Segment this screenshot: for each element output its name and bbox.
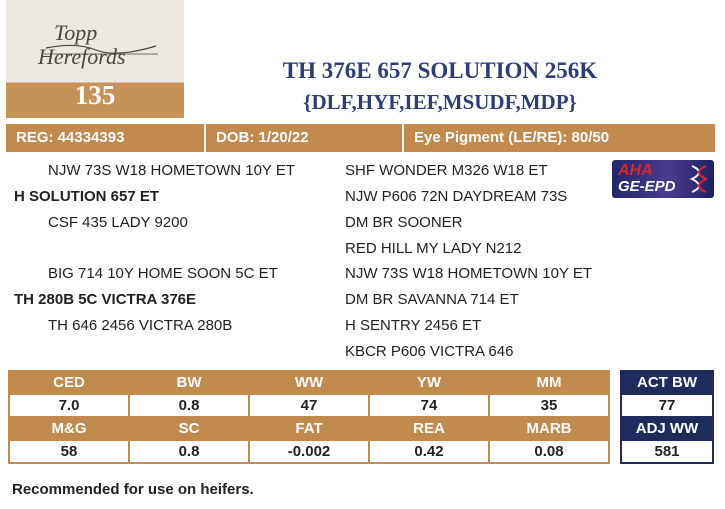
epd-header-mg: M&G — [9, 417, 129, 440]
pedigree-gen3-1: SHF WONDER M326 W18 ET — [345, 162, 548, 179]
badge-aha-text: AHA — [618, 162, 653, 179]
info-ribbon — [6, 124, 715, 152]
pedigree-gen3-5: NJW 73S W18 HOMETOWN 10Y ET — [345, 265, 592, 282]
pedigree-dam: TH 280B 5C VICTRA 376E — [14, 291, 197, 308]
pedigree-dam-dam: TH 646 2456 VICTRA 280B — [48, 317, 233, 334]
adj-ww-value: 581 — [621, 440, 713, 463]
epd-value-row-1 — [9, 394, 609, 417]
epd-header-mm: MM — [489, 371, 609, 394]
epd-header-rea: REA — [369, 417, 489, 440]
act-bw-value: 77 — [621, 394, 713, 417]
svg-text:Topp: Topp — [54, 20, 98, 45]
epd-value-sc: 0.8 — [129, 440, 249, 463]
genetic-codes: {DLF,HYF,IEF,MSUDF,MDP} — [303, 90, 577, 114]
lot-number: 135 — [74, 80, 116, 110]
svg-text:Herefords: Herefords — [38, 44, 126, 69]
epd-value-mm: 35 — [489, 394, 609, 417]
pedigree-gen3-2: NJW P606 72N DAYDREAM 73S — [345, 188, 568, 205]
epd-value-yw: 74 — [369, 394, 489, 417]
date-of-birth: DOB: 1/20/22 — [206, 124, 404, 152]
epd-header-ww: WW — [249, 371, 369, 394]
aha-ge-epd-badge — [612, 160, 714, 198]
epd-header-fat: FAT — [249, 417, 369, 440]
pedigree-dam-sire: BIG 714 10Y HOME SOON 5C ET — [48, 265, 278, 282]
topp-herefords-logo-script — [36, 14, 166, 74]
pedigree-gen3-4: RED HILL MY LADY N212 — [345, 240, 522, 257]
epd-header-bw: BW — [129, 371, 249, 394]
epd-header-ced: CED — [9, 371, 129, 394]
epd-table — [8, 370, 610, 464]
pedigree-gen3-3: DM BR SOONER — [345, 214, 463, 231]
epd-value-ced: 7.0 — [9, 394, 129, 417]
badge-ge-epd-text: GE-EPD — [618, 178, 676, 195]
registration-number: REG: 44334393 — [6, 124, 206, 152]
pedigree-gen3-7: H SENTRY 2456 ET — [345, 317, 482, 334]
weights-table — [620, 370, 714, 464]
epd-header-row-1 — [9, 371, 609, 394]
heifer-recommendation-note: Recommended for use on heifers. — [12, 481, 254, 498]
epd-value-rea: 0.42 — [369, 440, 489, 463]
epd-value-row-2 — [9, 440, 609, 463]
epd-value-ww: 47 — [249, 394, 369, 417]
epd-value-fat: -0.002 — [249, 440, 369, 463]
epd-value-bw: 0.8 — [129, 394, 249, 417]
pedigree-gen3-8: KBCR P606 VICTRA 646 — [345, 343, 514, 360]
pedigree-sire-sire: NJW 73S W18 HOMETOWN 10Y ET — [48, 162, 295, 179]
pedigree-gen3-6: DM BR SAVANNA 714 ET — [345, 291, 519, 308]
epd-header-marb: MARB — [489, 417, 609, 440]
pedigree-sire-dam: CSF 435 LADY 9200 — [48, 214, 188, 231]
epd-value-marb: 0.08 — [489, 440, 609, 463]
epd-header-row-2 — [9, 417, 609, 440]
act-bw-label: ACT BW — [621, 371, 713, 394]
dna-icon — [688, 164, 710, 194]
epd-value-mg: 58 — [9, 440, 129, 463]
epd-header-sc: SC — [129, 417, 249, 440]
epd-header-yw: YW — [369, 371, 489, 394]
eye-pigment: Eye Pigment (LE/RE): 80/50 — [414, 129, 610, 146]
pedigree-sire: H SOLUTION 657 ET — [14, 188, 160, 205]
adj-ww-label: ADJ WW — [621, 417, 713, 440]
logo — [6, 0, 184, 118]
animal-name: TH 376E 657 SOLUTION 256K — [282, 58, 598, 83]
